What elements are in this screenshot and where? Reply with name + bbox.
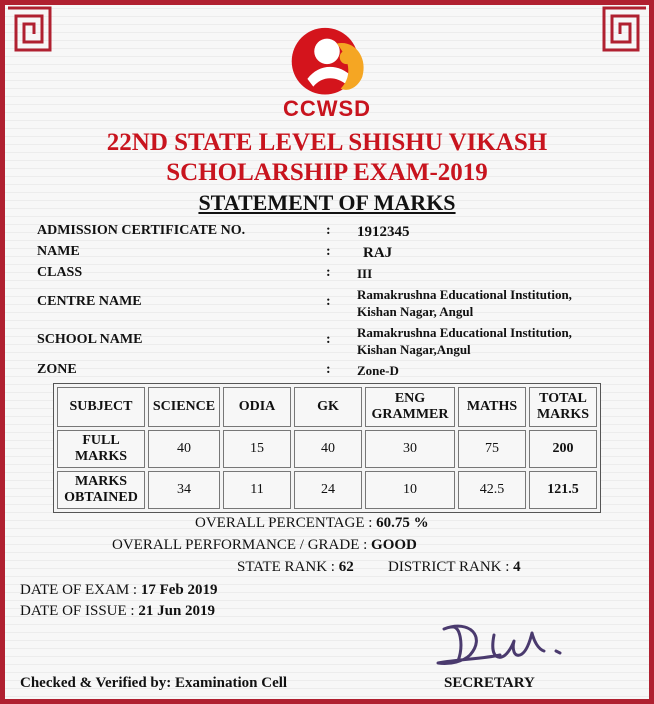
table-header-row bbox=[57, 387, 597, 427]
separator: : bbox=[326, 362, 331, 377]
district-rank bbox=[388, 559, 521, 576]
corner-ornament-icon bbox=[598, 4, 650, 56]
obtained-gk: 24 bbox=[294, 471, 362, 509]
zone-label: ZONE bbox=[37, 362, 77, 377]
border-top bbox=[0, 0, 654, 5]
table-row bbox=[57, 471, 597, 509]
class-value: III bbox=[357, 266, 373, 281]
full-marks-science: 40 bbox=[148, 430, 220, 468]
verified-by: Checked & Verified by: Examination Cell bbox=[20, 675, 288, 691]
school-name-line-1: Ramakrushna Educational Institution, bbox=[357, 325, 572, 340]
title-line-1: 22ND STATE LEVEL SHISHU VIKASH bbox=[106, 129, 548, 156]
title-line-2: SCHOLARSHIP EXAM-2019 bbox=[166, 159, 488, 186]
obtained-maths: 42.5 bbox=[458, 471, 526, 509]
brand-name: CCWSD bbox=[282, 96, 372, 121]
zone-value: Zone-D bbox=[357, 363, 399, 378]
state-rank bbox=[237, 559, 354, 576]
header-maths: MATHS bbox=[458, 387, 526, 427]
header-total-marks: TOTAL MARKS bbox=[529, 387, 597, 427]
obtained-total: 121.5 bbox=[529, 471, 597, 509]
name-label: NAME bbox=[37, 244, 80, 259]
header-gk: GK bbox=[294, 387, 362, 427]
admission-no-value: 1912345 bbox=[357, 224, 410, 240]
centre-name-line-2: Kishan Nagar, Angul bbox=[357, 304, 474, 319]
date-of-issue bbox=[20, 603, 215, 620]
exam-date-value: 17 Feb 2019 bbox=[140, 582, 218, 598]
name-value: RAJ bbox=[363, 245, 393, 261]
state-rank-value: 62 bbox=[338, 559, 354, 575]
overall-grade bbox=[112, 537, 417, 554]
full-marks-eng: 30 bbox=[365, 430, 455, 468]
obtained-odia: 11 bbox=[223, 471, 291, 509]
separator: : bbox=[326, 244, 331, 259]
district-rank-value: 4 bbox=[513, 559, 521, 575]
secretary-label: SECRETARY bbox=[444, 675, 535, 691]
full-marks-gk: 40 bbox=[294, 430, 362, 468]
border-bottom bbox=[0, 699, 654, 704]
overall-percentage bbox=[195, 515, 429, 532]
separator: : bbox=[326, 223, 331, 238]
row-label-marks-obtained: MARKS OBTAINED bbox=[57, 471, 145, 509]
centre-name-label: CENTRE NAME bbox=[37, 294, 142, 309]
obtained-eng: 10 bbox=[365, 471, 455, 509]
full-marks-total: 200 bbox=[529, 430, 597, 468]
header-science: SCIENCE bbox=[148, 387, 220, 427]
exam-date-label: DATE OF EXAM : bbox=[20, 582, 138, 598]
corner-ornament-icon bbox=[4, 4, 56, 56]
class-label: CLASS bbox=[37, 265, 83, 280]
separator: : bbox=[326, 294, 331, 309]
state-rank-label: STATE RANK : bbox=[237, 559, 335, 575]
school-name-line-2: Kishan Nagar,Angul bbox=[357, 342, 471, 357]
row-label-full-marks: FULL MARKS bbox=[57, 430, 145, 468]
table-row bbox=[57, 430, 597, 468]
percentage-label: OVERALL PERCENTAGE : bbox=[195, 515, 373, 531]
admission-no-label: ADMISSION CERTIFICATE NO. bbox=[37, 223, 246, 238]
percentage-value: 60.75 % bbox=[376, 515, 429, 531]
issue-date-label: DATE OF ISSUE : bbox=[20, 603, 135, 619]
header-subject: SUBJECT bbox=[57, 387, 145, 427]
grade-value: GOOD bbox=[371, 537, 417, 553]
school-name-label: SCHOOL NAME bbox=[37, 332, 143, 347]
date-of-exam bbox=[20, 582, 218, 599]
full-marks-odia: 15 bbox=[223, 430, 291, 468]
marks-table bbox=[53, 383, 601, 513]
full-marks-maths: 75 bbox=[458, 430, 526, 468]
header-odia: ODIA bbox=[223, 387, 291, 427]
obtained-science: 34 bbox=[148, 471, 220, 509]
centre-name-line-1: Ramakrushna Educational Institution, bbox=[357, 287, 572, 302]
grade-label: OVERALL PERFORMANCE / GRADE : bbox=[112, 537, 368, 553]
separator: : bbox=[326, 265, 331, 280]
issue-date-value: 21 Jun 2019 bbox=[138, 603, 216, 619]
separator: : bbox=[326, 332, 331, 347]
signature-icon bbox=[430, 615, 580, 675]
statement-heading: STATEMENT OF MARKS bbox=[198, 190, 456, 215]
district-rank-label: DISTRICT RANK : bbox=[388, 559, 510, 575]
header-eng-grammer: ENG GRAMMER bbox=[365, 387, 455, 427]
